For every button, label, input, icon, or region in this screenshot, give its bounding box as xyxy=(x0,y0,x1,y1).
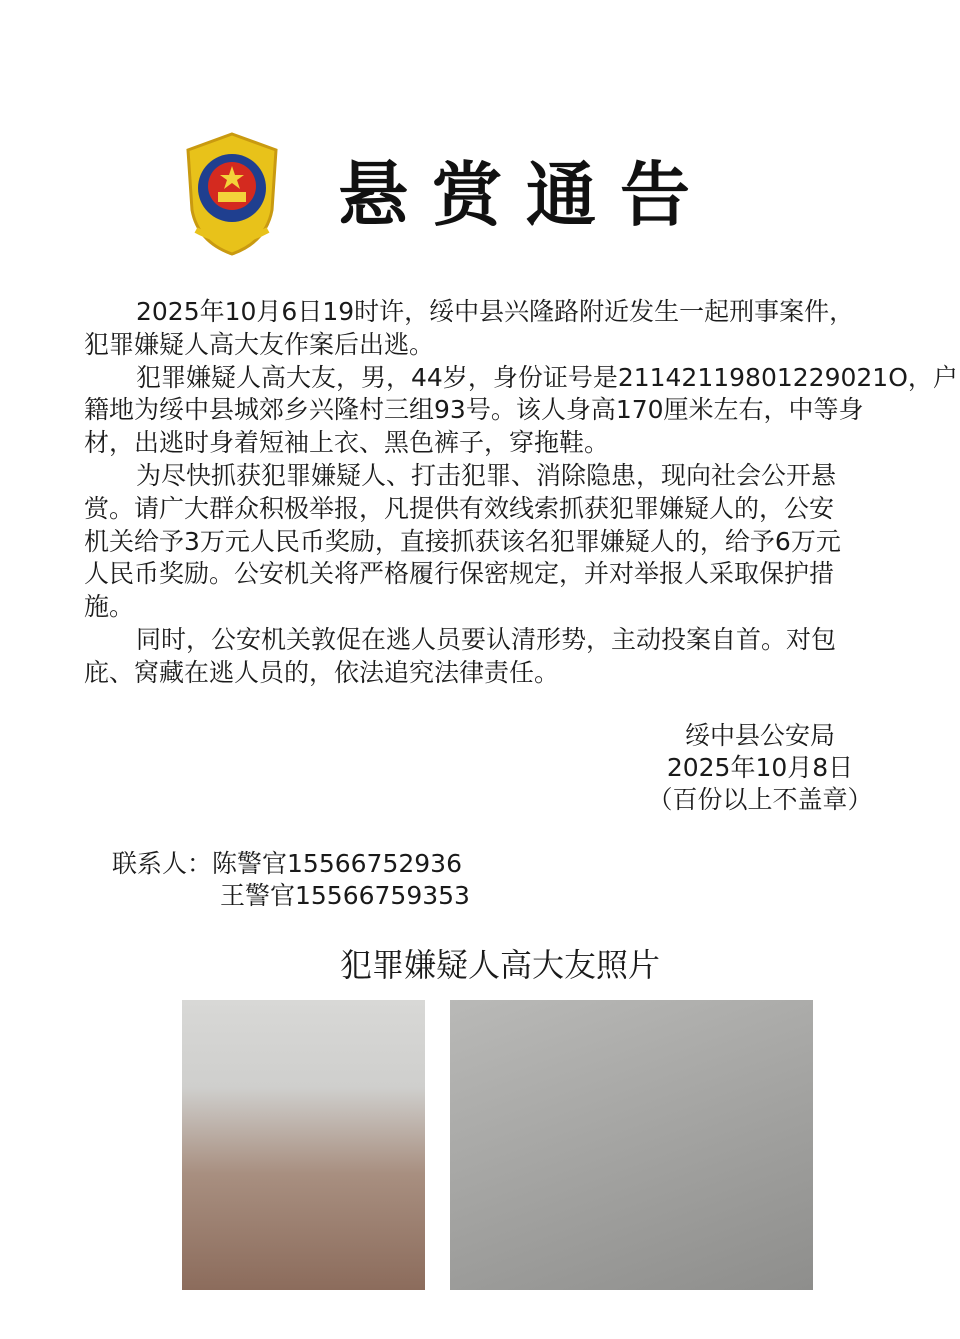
contact-second: 王警官15566759353 xyxy=(220,881,470,910)
body-line: 赏。请广大群众积极举报，凡提供有效线索抓获犯罪嫌疑人的，公安 xyxy=(84,493,835,523)
contact-first: 陈警官15566752936 xyxy=(212,849,462,878)
body-line: 犯罪嫌疑人高大友作案后出逃。 xyxy=(84,329,435,359)
surveillance-photo xyxy=(450,1000,813,1290)
body-line: 施。 xyxy=(84,592,135,622)
contact-block xyxy=(112,848,470,912)
body-line: 犯罪嫌疑人高大友，男，44岁，身份证号是21142119801229021O，户 xyxy=(136,362,958,392)
contact-label: 联系人： xyxy=(112,849,213,878)
body-line: 庇、窝藏在逃人员的，依法追究法律责任。 xyxy=(84,657,560,687)
body-line: 人民币奖励。公安机关将严格履行保密规定，并对举报人采取保护措 xyxy=(84,559,835,589)
signature-block xyxy=(640,720,880,816)
suspect-portrait-photo xyxy=(182,1000,425,1290)
police-emblem-icon xyxy=(176,130,288,258)
body-line: 机关给予3万元人民币奖励，直接抓获该名犯罪嫌疑人的，给予6万元 xyxy=(84,526,841,556)
body-line: 籍地为绥中县城郊乡兴隆村三组93号。该人身高170厘米左右，中等身 xyxy=(84,395,864,425)
photos-title: 犯罪嫌疑人高大友照片 xyxy=(339,946,660,984)
body-line: 材，出逃时身着短袖上衣、黑色裤子，穿拖鞋。 xyxy=(84,428,610,458)
issuer: 绥中县公安局 xyxy=(684,721,835,750)
notice-body xyxy=(84,296,958,690)
body-line: 2025年10月6日19时许，绥中县兴隆路附近发生一起刑事案件， xyxy=(136,297,855,326)
body-line: 为尽快抓获犯罪嫌疑人、打击犯罪、消除隐患，现向社会公开悬 xyxy=(136,460,837,490)
body-line: 同时，公安机关敦促在逃人员要认清形势，主动投案自首。对包 xyxy=(136,624,837,654)
stamp-note: （百份以上不盖章） xyxy=(647,785,873,814)
issue-date: 2025年10月8日 xyxy=(666,753,854,782)
page-title: 悬赏通告 xyxy=(338,153,714,236)
